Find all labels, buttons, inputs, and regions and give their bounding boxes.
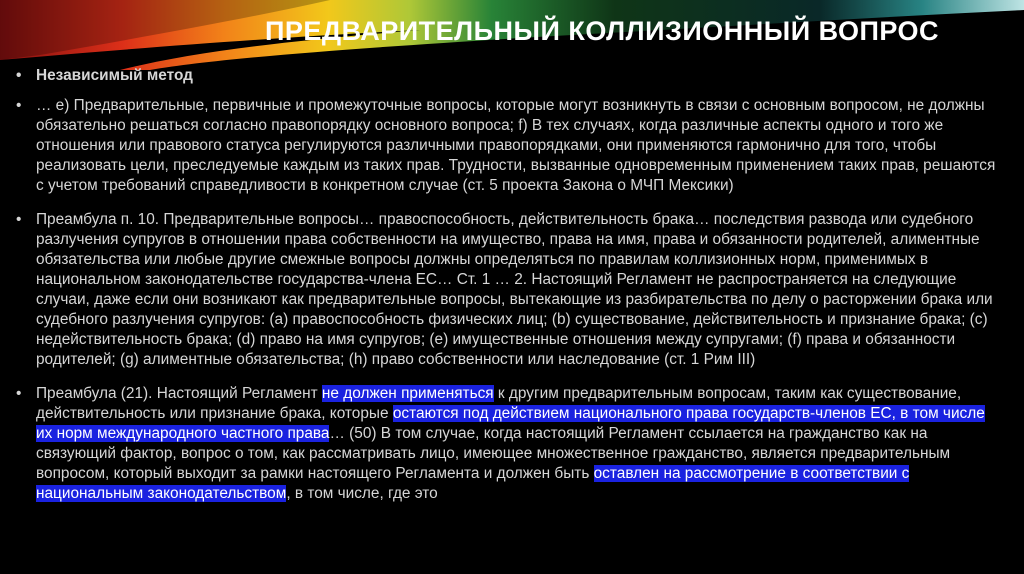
bullet-preamble21 [16, 384, 1000, 504]
preamble-text-4: , в том числе, где это [286, 485, 438, 502]
bullet-heading [16, 66, 1000, 86]
rome3-text: Преамбула п. 10. Предварительные вопросы… правоспособность, действительность брака… последствия развода или судебного разлучения супругов в отношении права собственности на имущество, права на имя, права и обязанности родителей, алиментные обязательства или любые другие смежные вопросы должны определяться по правилам коллизионных норм, применимых в национальном законодательстве государства-члена ЕС… Ст. 1 … 2. Настоящий Регламент не распространяется на следующие случаи, даже если они возникают как предварительные вопросы, вытекающие из разбирательства по делу о расторжении брака или судебного разлучения супругов: (a) правоспособность физических лиц; (b) существование, действительность и признание брака; (c) недействительность брака; (d) право на имя супругов; (e) имущественные отношения между супругами; (f) права и обязанности родителей; (g) алиментные обязательства; (h) право собственности или наследование (ст. 1 Рим III) [36, 211, 993, 368]
bullet-glyph: • [16, 211, 22, 228]
heading-text: Независимый метод [36, 67, 193, 84]
slide-title: ПРЕДВАРИТЕЛЬНЫЙ КОЛЛИЗИОННЫЙ ВОПРОС [264, 16, 940, 46]
slide-content [16, 66, 1000, 504]
bullet-glyph: • [16, 67, 22, 84]
bullet-mexico [16, 96, 1000, 196]
highlight-left-to-national: оставлен на рассмотрение в соответствии с национальным законодательством [36, 465, 910, 502]
preamble-text-3: … (50) В том случае, когда настоящий Регламент ссылается на гражданство как на связующий фактор, вопрос о том, как рассматривать лицо, имеющее множественное гражданство, является предварительным вопросом, который выходит за рамки настоящего Регламента и должен быть [36, 425, 951, 482]
mexico-text: … e) Предварительные, первичные и промежуточные вопросы, которые могут возникнуть в связи с основным вопросом, не должны обязательно решаться согласно правопорядку основного вопроса; f) В тех случаях, когда различные аспекты одного и того же отношения или правового статуса регулируются различными правопорядками, они применяются гармонично для того, чтобы реализовать цели, преследуемые каждым из таких прав. Трудности, вызванные одновременным применением таких прав, решаются с учетом требований справедливости в конкретном случае (ст. 5 проекта Закона о МЧП Мексики) [36, 97, 996, 194]
bullet-glyph: • [16, 97, 22, 114]
highlight-not-applied: не должен применяться [321, 385, 494, 402]
bullet-rome3 [16, 210, 1000, 370]
highlight-national-law: остаются под действием национального права государств-членов ЕС, в том числе их норм международного частного права [36, 405, 985, 442]
preamble-text-2: к другим предварительным вопросам, таким как существование, действительность или признание брака, которые [36, 385, 962, 422]
bullet-glyph: • [16, 385, 22, 402]
preamble-text-1: Преамбула (21). Настоящий Регламент [36, 385, 322, 402]
